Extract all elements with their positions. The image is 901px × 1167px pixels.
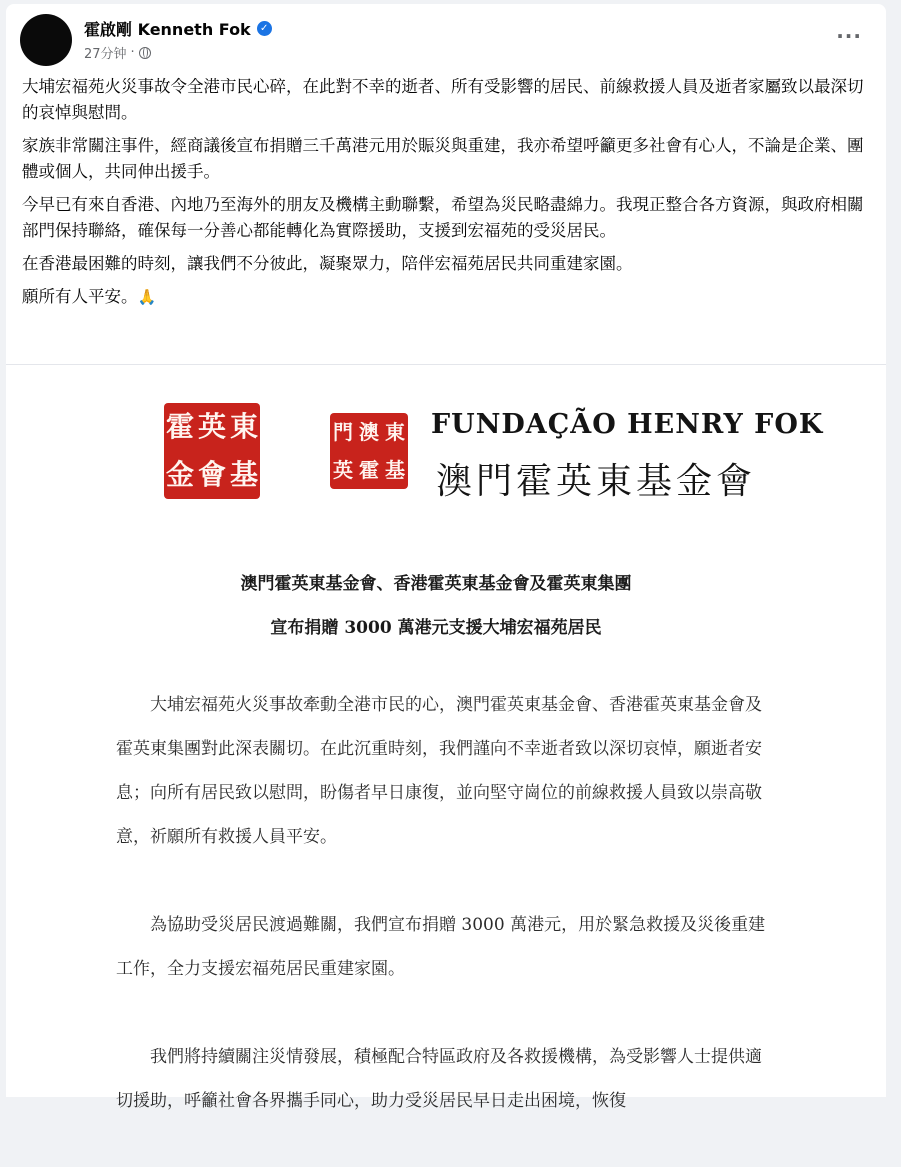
caption-paragraph: 大埔宏福苑火災事故令全港市民心碎，在此對不幸的逝者、所有受影響的居民、前線救援人員及逝者家屬致以最深切的哀悼與慰問。 [22,77,864,122]
caption-paragraph: 家族非常關注事件，經商議後宣布捐贈三千萬港元用於賑災與重建，我亦希望呼籲更多社會有心人，不論是企業、團體或個人，共同伸出援手。 [22,136,864,181]
more-options-button[interactable]: ··· [836,24,862,48]
document-body [116,683,776,1167]
post-timestamp[interactable]: 27分钟 [84,47,127,62]
meta-separator: · [130,45,135,60]
press-release-document [6,365,886,1111]
caption-paragraph: 今早已有來自香港、內地乃至海外的朋友及機構主動聯繫，希望為災民略盡綿力。我現正整合各方資源，與政府相關部門保持聯絡，確保每一分善心都能轉化為實際援助，支援到宏福苑的受災居民。 [22,195,864,240]
author-row [84,17,272,40]
post-caption [22,74,870,317]
caption-closing: 願所有人平安。 [22,287,138,306]
caption-paragraph [22,284,870,310]
post-meta [84,43,151,62]
document-paragraph: 我們將持續關注災情發展，積極配合特區政府及各救援機構，為受影響人士提供適切援助，呼籲社會各界攜手同心，助力受災居民早日走出困境，恢復 [116,1047,762,1111]
verified-badge-icon: ✓ [257,21,272,36]
avatar[interactable] [20,14,72,66]
globe-icon [139,47,151,59]
document-paragraph: 大埔宏福苑火災事故牽動全港市民的心，澳門霍英東基金會、香港霍英東基金會及霍英東集團對此深表關切。在此沉重時刻，我們謹向不幸逝者致以深切哀悼，願逝者安息；向所有居民致以慰問，盼傷者早日康復，並向堅守崗位的前線救援人員致以崇高敬意，祈願所有救援人員平安。 [116,695,762,847]
post-image[interactable] [6,364,886,1111]
macau-foundation-seal-logo: 門 澳 東 英 霍 基 [330,413,408,489]
foundation-name-portuguese: FUNDAÇÃO HENRY FOK [431,409,824,440]
foundation-seal-logo: 霍 英 東 金 會 基 [164,403,260,499]
document-subtitle: 宣布捐贈 3000 萬港元支援大埔宏福苑居民 [270,618,602,638]
caption-paragraph: 在香港最困難的時刻，讓我們不分彼此，凝聚眾力，陪伴宏福苑居民共同重建家園。 [22,254,633,273]
facebook-post [6,4,886,1111]
document-title: 澳門霍英東基金會、香港霍英東基金會及霍英東集團 [240,574,632,594]
praying-hands-icon: 🙏 [137,288,157,306]
foundation-name-chinese: 澳門霍英東基金會 [436,461,757,502]
author-name[interactable]: 霍啟剛 Kenneth Fok [84,20,251,39]
post-header [6,4,886,66]
document-paragraph: 為協助受災居民渡過難關，我們宣布捐贈 3000 萬港元，用於緊急救援及災後重建工作，全力支援宏福苑居民重建家園。 [116,915,766,979]
